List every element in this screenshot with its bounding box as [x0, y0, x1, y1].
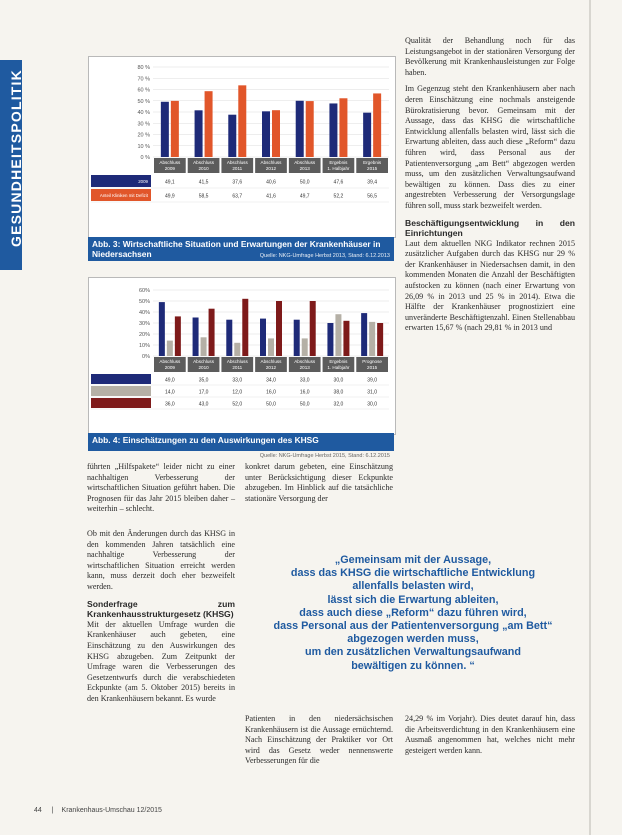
bar [238, 85, 246, 157]
paragraph-quality: Qualität der Behandlung noch für das Leistungsangebot in der stationären Versorgung der Bevölkerung mit Krankenhausleistungen zur Folge haben. [405, 36, 575, 77]
table-value: 37,6 [232, 179, 243, 186]
category-label: 2011 [232, 166, 243, 171]
bar [159, 302, 165, 356]
paragraph-survey: Mit der aktuellen Umfrage wurden die Krankenhäuser auch gebeten, eine Einschätzung zu den Auswirkungen des KHSG abzugeben. Zum Zeitpunkt der Umfrage waren die Verbesserungen des Gesetzentwurfs durch die verabschiedeten Eckpunkte (am 5. Oktober 2015) bereits in den Krankenhäusern bekannt. Es wurde [87, 619, 235, 703]
category-label: 2010 [198, 365, 209, 370]
table-value: 40,6 [266, 179, 276, 186]
heading-employment: Beschäftigungsentwicklung in den Einrichtungen [405, 217, 575, 239]
pull-quote [248, 554, 578, 673]
quote-line: um den zusätzlichen Verwaltungsaufwand [305, 646, 521, 659]
y-tick-label: 20 % [137, 132, 150, 139]
quote-line: dass auch diese „Reform“ dazu führen wird, [299, 606, 527, 619]
table-value: 12,0 [232, 389, 243, 396]
y-tick-label: 30% [138, 321, 150, 327]
category-label: Abschluss [294, 160, 316, 165]
table-value: 36,0 [164, 401, 175, 408]
category-label: Prognose [362, 359, 382, 364]
bar [205, 91, 213, 157]
paragraph-workload: 24,29 % im Vorjahr). Dies deutet darauf hin, dass die Arbeitsverdichtung in den Krankenhäusern eine Ausmaß angenommen hat, welches nicht mehr gesteigert werden kann. [405, 714, 575, 755]
table-value: 52,0 [232, 401, 243, 408]
category-label: Abschluss [260, 160, 282, 165]
bar [294, 320, 300, 356]
bar [296, 101, 304, 157]
table-value: 14,0 [164, 389, 175, 396]
paragraph-employment: Laut dem aktuellen NKG Indikator rechnen 2015 zusätzlicher Aufgaben durch das KHSG nur 29 % der Krankenhäuser in Niedersachsen damit, in den kommenden Monaten die Anzahl der Beschäftigten aufstocken zu können (nach einer Erwartung von 26,09 % in 2013 und 25 % in 2014). Etwa die Hälfte der Krankenhäuser prognostiziert eine unveränderte Beschäftigtenzahl. Einen Stellenabbau erwarten 15,67 % (nach 29,81 % in 2013 und [405, 238, 575, 333]
table-value: 49,7 [299, 193, 310, 200]
chart-4-caption-text: Abb. 4: Einschätzungen zu den Auswirkungen des KHSG [92, 435, 319, 445]
category-label: Abschluss [294, 359, 316, 364]
chart-4-caption [88, 433, 394, 459]
category-label: 2009 [164, 365, 175, 370]
table-value: 50,0 [299, 401, 310, 408]
table-row-label-cell [91, 374, 151, 384]
paragraph-patients: Patienten in den niedersächsischen Krankenhäusern ist die Aussage ernüchternd. Nach Einschätzung der Praktiker vor Ort wird das Gesetz weder nennenswerte Verbesserungen für die [245, 714, 393, 766]
bar [228, 115, 236, 157]
table-value: 43,0 [198, 401, 209, 408]
category-label: Abschluss [159, 359, 181, 364]
y-tick-label: 40% [138, 310, 150, 316]
bar [306, 101, 314, 157]
table-value: 16,0 [299, 389, 310, 396]
quote-line: dass das KHSG die wirtschaftliche Entwicklung [290, 567, 536, 580]
table-value: 47,6 [333, 179, 344, 186]
bar [209, 309, 215, 356]
y-tick-label: 0 % [140, 155, 150, 161]
bar [175, 316, 181, 356]
category-label: 1. Halbjahr [327, 166, 350, 171]
bar [377, 323, 383, 356]
bar [268, 338, 274, 356]
category-label: Abschluss [226, 359, 248, 364]
table-value: 50,0 [266, 401, 276, 408]
table-value: 33,0 [232, 377, 243, 384]
y-tick-label: 10 % [137, 143, 150, 150]
category-label: 2009 [164, 166, 175, 171]
page-edge [589, 0, 591, 835]
table-value: 41,5 [198, 179, 209, 186]
bar [201, 337, 207, 356]
table-value: 32,0 [333, 401, 344, 408]
table-value: 30,0 [333, 377, 344, 384]
table-value: 30,0 [367, 401, 378, 408]
chart-3 [89, 57, 395, 237]
y-tick-label: 80 % [137, 65, 150, 71]
y-tick-label: 20% [138, 332, 150, 338]
bar [343, 321, 349, 356]
right-column-top [405, 36, 575, 340]
bar [310, 301, 316, 356]
y-tick-label: 50 % [137, 98, 150, 105]
chart-3-box [88, 56, 396, 238]
bar [369, 322, 375, 356]
chart-3-caption [88, 237, 394, 261]
category-label: 2013 [299, 365, 310, 370]
paragraph-aid-packages: führten „Hilfspakete“ leider nicht zu einer nachhaltigen Verbesserung der wirtschaftlichen Situation geführt haben. Die Prognosen für das Jahr 2015 bleiben daher – weiterhin – schlecht. [87, 462, 235, 514]
table-value: 39,0 [367, 377, 378, 384]
table-row-label: 2009 [138, 179, 148, 184]
bar [171, 101, 179, 157]
bar [335, 314, 341, 356]
bar [329, 103, 337, 157]
category-label: Ergebnis [329, 160, 348, 165]
paragraph-doubt: Ob mit den Änderungen durch das KHSG in den kommenden Jahren tatsächlich eine nachhaltige Verbesserung der wirtschaftlichen Situation erreicht werden kann, muss derzeit doch eher bezweifelt werden. [87, 528, 235, 591]
category-label: 2013 [299, 166, 310, 171]
category-label: Abschluss [226, 160, 248, 165]
category-label: 2015 [367, 166, 378, 171]
right-column-bottom [405, 714, 575, 762]
y-tick-label: 70 % [137, 76, 150, 83]
category-label: 2010 [198, 166, 209, 171]
bar [193, 318, 199, 357]
table-value: 35,0 [198, 377, 209, 384]
table-value: 34,0 [266, 377, 276, 384]
table-row-label-cell [91, 398, 151, 408]
paragraph-bureaucracy: Im Gegenzug steht den Krankenhäusern aber nach deren Einschätzung eine nochmals ansteigende Bürokratisierung bevor. Gemeinsam mit der Aussage, dass das KHSG die wirtschaftliche Entwicklung allenfalls belasten wird, lässt sich die Erwartung ableiten, dass auch diese „Reform“ dazu führen wird, dass Personal aus der Patientenversorgung „am Bett“ abgezogen werden muss, um den zusätzlichen Verwaltungsaufwand bewältigen zu können. Dass dies zu einer angestrebten Verbesserung der Versorgungslage führen soll, muss stark bezweifelt werden. [405, 84, 575, 210]
chart-3-caption-text: Abb. 3: Wirtschaftliche Situation und Erwartungen der Krankenhäuser in Niedersachsen [92, 239, 381, 259]
category-label: Ergebnis [363, 160, 382, 165]
quote-line: bewältigen zu können. “ [351, 659, 475, 672]
quote-line: abgezogen werden muss, [347, 633, 479, 646]
bar [260, 319, 266, 356]
table-value: 33,0 [299, 377, 310, 384]
bar [339, 98, 347, 157]
y-tick-label: 40 % [137, 110, 150, 116]
table-row-label-cell [91, 386, 151, 396]
section-label: GESUNDHEITSPOLITIK [8, 69, 24, 247]
table-value: 41,6 [266, 193, 276, 200]
category-label: 2015 [367, 365, 378, 370]
y-tick-label: 10% [138, 343, 150, 349]
table-value: 52,2 [333, 193, 344, 200]
bar [167, 341, 173, 356]
chart-4-box [88, 277, 396, 435]
bar [373, 93, 381, 157]
bar [195, 110, 203, 157]
bar [272, 110, 280, 157]
quote-line: dass Personal aus der Patientenversorgung „am Bett“ [273, 620, 553, 633]
category-label: Abschluss [159, 160, 181, 165]
category-label: Abschluss [193, 160, 215, 165]
bar [242, 299, 248, 356]
table-value: 17,0 [198, 389, 209, 396]
table-value: 63,7 [232, 193, 243, 200]
footer: 44 | Krankenhaus-Umschau 12/2015 [34, 807, 162, 814]
middle-column-top [245, 462, 393, 510]
table-value: 49,9 [164, 193, 175, 200]
bar [361, 313, 367, 356]
chart-4 [89, 278, 395, 434]
paragraph-assessment: konkret darum gebeten, eine Einschätzung unter Berücksichtigung dieser Eckpunkte abzugeben. Im Hinblick auf die tatsächliche stationäre Versorgung der [245, 462, 393, 503]
table-value: 58,5 [198, 193, 209, 200]
y-tick-label: 60% [138, 288, 150, 294]
table-value: 16,0 [266, 389, 276, 396]
bar [276, 301, 282, 356]
category-label: 1. Halbjahr [327, 365, 350, 370]
category-label: Ergebnis [329, 359, 348, 364]
y-tick-label: 30 % [137, 121, 150, 128]
y-tick-label: 50% [138, 299, 150, 305]
table-value: 31,0 [367, 389, 378, 396]
quote-line: lässt sich die Erwartung ableiten, [327, 593, 499, 606]
table-value: 38,0 [333, 389, 344, 396]
category-label: Abschluss [260, 359, 282, 364]
chart-3-source: Quelle: NKG-Umfrage Herbst 2013, Stand: 6.12.2013 [259, 253, 390, 259]
heading-khsg: Sonderfrage zum Krankenhausstrukturgesetz (KHSG) [87, 598, 235, 620]
y-tick-label: 60 % [137, 87, 150, 94]
bar [262, 111, 270, 157]
left-column [87, 462, 235, 710]
bar [161, 102, 169, 157]
table-value: 49,0 [164, 377, 175, 384]
category-label: 2011 [232, 365, 243, 370]
bar [234, 343, 240, 356]
chart-4-source: Quelle: NKG-Umfrage Herbst 2015, Stand: 6.12.2015 [259, 453, 390, 459]
table-value: 56,5 [367, 193, 378, 200]
bar [363, 113, 371, 157]
table-row-label: Anteil Kliniken mit Defizit [99, 193, 148, 198]
quote-line: allenfalls belasten wird, [352, 580, 474, 593]
category-label: 2012 [265, 365, 277, 370]
middle-column-bottom [245, 714, 393, 773]
quote-line: „Gemeinsam mit der Aussage, [334, 554, 492, 566]
table-value: 49,1 [164, 179, 175, 186]
table-value: 50,0 [299, 179, 310, 186]
table-value: 39,4 [367, 179, 378, 186]
y-tick-label: 0% [142, 354, 150, 360]
bar [302, 338, 308, 356]
page-number: 44 [34, 807, 42, 814]
journal-name: Krankenhaus-Umschau 12/2015 [61, 807, 162, 814]
category-label: Abschluss [193, 359, 215, 364]
bar [327, 323, 333, 356]
bar [226, 320, 232, 356]
category-label: 2012 [265, 166, 277, 171]
